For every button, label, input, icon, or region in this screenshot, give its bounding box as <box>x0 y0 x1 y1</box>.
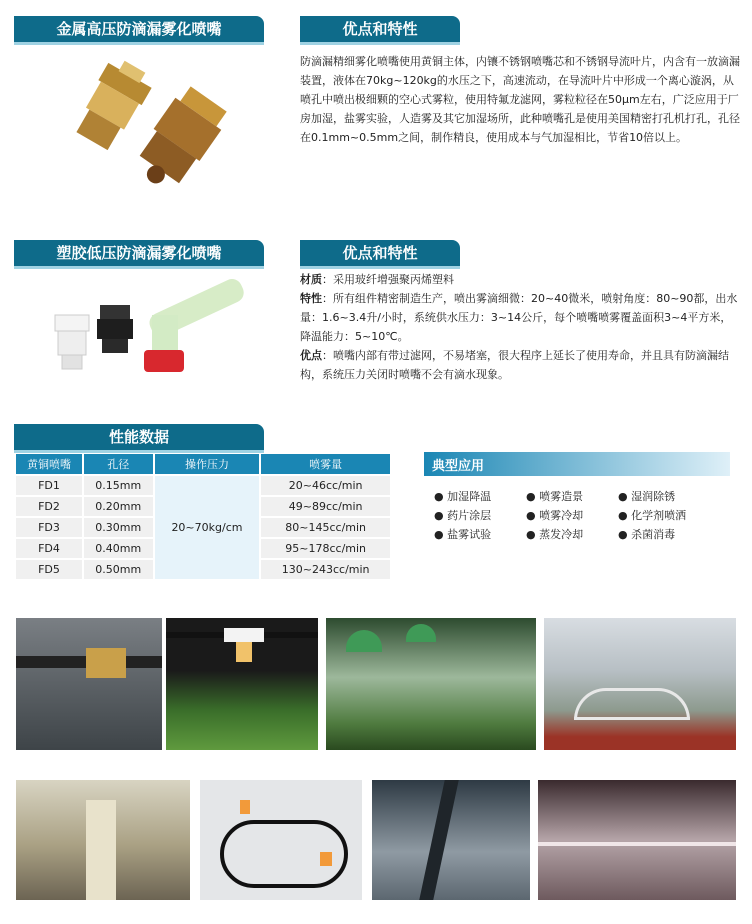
section1-features-title: 优点和特性 <box>300 16 460 42</box>
application-item: ● 药片涂层 <box>434 509 492 522</box>
aperture-cell: 0.50mm <box>84 560 153 579</box>
applications-header <box>424 452 730 476</box>
flow-cell: 20~46cc/min <box>261 476 390 495</box>
application-item: ● 喷雾冷却 <box>526 509 584 522</box>
material-label: 材质 <box>300 273 322 286</box>
application-item: ● 杀菌消毒 <box>618 528 676 541</box>
advantage-line <box>300 346 740 384</box>
model-cell: FD3 <box>16 518 82 537</box>
advantage-label: 优点 <box>300 349 322 362</box>
model-cell: FD4 <box>16 539 82 558</box>
table-header-aperture: 孔径 <box>84 454 153 474</box>
photo-nozzle-hose <box>200 780 362 900</box>
photo-pig-farm <box>16 780 190 900</box>
photo-plastic-nozzle-plants <box>166 618 318 750</box>
section2-title: 塑胶低压防滴漏雾化喷嘴 <box>14 240 264 266</box>
flow-cell: 49~89cc/min <box>261 497 390 516</box>
model-cell: FD2 <box>16 497 82 516</box>
material-text: ：采用玻纤增强聚丙烯塑料 <box>322 273 454 286</box>
table-header-flow: 喷雾量 <box>261 454 390 474</box>
brass-nozzle-image <box>40 50 240 200</box>
feature-line <box>300 289 740 346</box>
application-item: ● 盐雾试验 <box>434 528 492 541</box>
table-header-model: 黄铜喷嘴 <box>16 454 82 474</box>
section1-description: 防滴漏精细雾化喷嘴使用黄铜主体，内镶不锈钢喷嘴芯和不锈钢导流叶片，内含有一放滴漏装置，液体在70kg~120kg的水压之下，高速流动，在导流叶片中形成一个离心漩涡，从喷孔中喷出极细颗的空心式雾粒，使用特氟龙滤网，雾粒粒径在50μm左右，广泛应用于厂房加湿，盐雾实验，人造雾及其它加湿场所，此种喷嘴孔是使用美国精密打孔机打孔，孔径在0.1mm~0.5mm之间，制作精良，使用成本与气加湿相比，节省10倍以上。 <box>300 55 740 144</box>
model-cell: FD5 <box>16 560 82 579</box>
table-header-pressure: 操作压力 <box>155 454 260 474</box>
photo-mist-corridor <box>372 780 530 900</box>
plastic-nozzle-image <box>40 275 260 385</box>
photo-greenhouse <box>326 618 536 750</box>
photo-garden-bridge <box>544 618 736 750</box>
material-line <box>300 270 740 289</box>
applications-title: 典型应用 <box>432 459 485 474</box>
application-item: ● 蒸发冷却 <box>526 528 584 541</box>
application-item: ● 湿润除锈 <box>618 490 676 503</box>
table-header-row <box>16 454 390 474</box>
pressure-cell: 20~70kg/cm <box>155 476 260 579</box>
feature-label: 特性 <box>300 292 322 305</box>
aperture-cell: 0.20mm <box>84 497 153 516</box>
aperture-cell: 0.30mm <box>84 518 153 537</box>
performance-table <box>14 452 392 581</box>
application-item: ● 喷雾造景 <box>526 490 584 503</box>
section1-title: 金属高压防滴漏雾化喷嘴 <box>14 16 264 42</box>
flow-cell: 130~243cc/min <box>261 560 390 579</box>
performance-title: 性能数据 <box>14 424 264 450</box>
section2-features-title: 优点和特性 <box>300 240 460 266</box>
aperture-cell: 0.40mm <box>84 539 153 558</box>
application-item: ● 化学剂喷洒 <box>618 509 687 522</box>
photo-poultry-house <box>538 780 736 900</box>
flow-cell: 80~145cc/min <box>261 518 390 537</box>
section2-description <box>300 270 740 384</box>
application-item: ● 加湿降温 <box>434 490 492 503</box>
model-cell: FD1 <box>16 476 82 495</box>
table-row <box>16 476 390 495</box>
aperture-cell: 0.15mm <box>84 476 153 495</box>
flow-cell: 95~178cc/min <box>261 539 390 558</box>
feature-text: ：所有组件精密制造生产，喷出雾滴细微：20~40微米，喷射角度：80~90都，出水量：1.6~3.4升/小时，系统供水压力：3~14公斤，每个喷嘴喷雾覆盖面积3~4平方米，降温能力：5~10℃。 <box>300 292 738 343</box>
advantage-text: ：喷嘴内部有带过滤网，不易堵塞，很大程序上延长了使用寿命，并且具有防滴漏结构，系统压力关闭时喷嘴不会有滴水现象。 <box>300 349 729 381</box>
photo-brass-nozzle-pipe <box>16 618 162 750</box>
